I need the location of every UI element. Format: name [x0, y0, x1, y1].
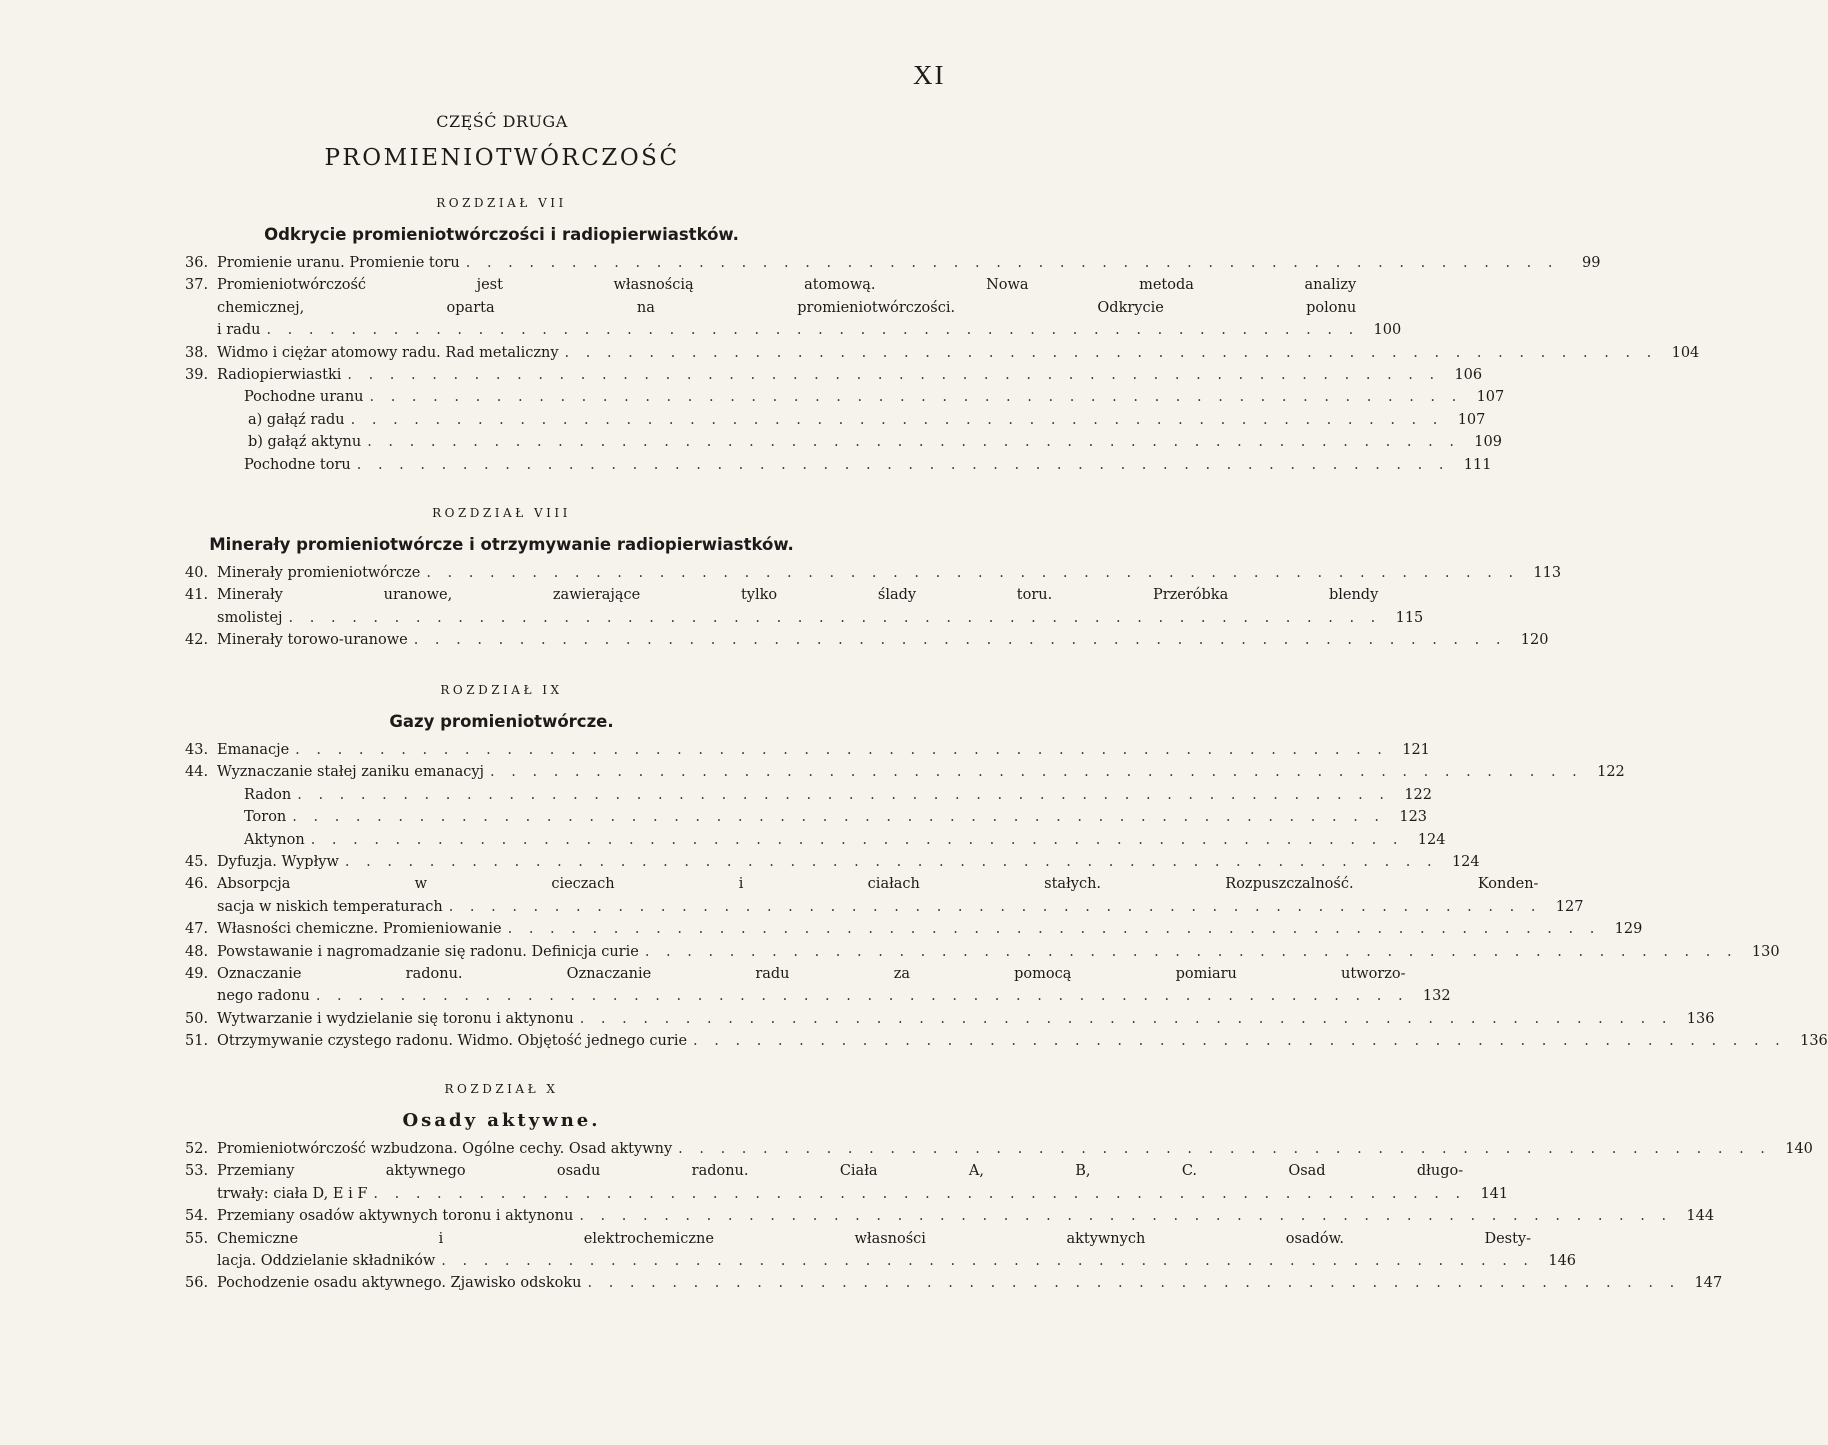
chapter-label: ROZDZIAŁ IX	[440, 683, 563, 697]
entry-page-number: 146	[1548, 1253, 1577, 1270]
toc-entry	[185, 342, 1700, 364]
entry-number: 48.	[185, 943, 209, 960]
leader-dots	[292, 806, 1385, 828]
toc-entry	[185, 386, 1505, 408]
toc-entry	[185, 829, 1446, 851]
chapter-label: ROZDZIAŁ X	[444, 1082, 559, 1096]
toc-entry	[185, 1030, 1828, 1052]
leader-dots	[426, 562, 1519, 584]
entry-title: Radon	[244, 786, 292, 803]
entry-page-number: 130	[1751, 943, 1780, 960]
leader-dots	[693, 1030, 1786, 1052]
entry-title: nego radonu	[217, 988, 310, 1005]
entry-page-number: 111	[1463, 456, 1492, 473]
entry-title: smolistej	[217, 609, 283, 626]
entry-number: 41.	[185, 587, 209, 604]
entry-number: 56.	[185, 1275, 209, 1292]
entry-page-number: 136	[1686, 1010, 1715, 1027]
toc-entry	[185, 963, 1451, 1008]
entry-number	[185, 829, 217, 851]
toc-entry	[185, 1160, 1509, 1205]
entry-page-number: 136	[1800, 1033, 1828, 1050]
entry-title: Aktynon	[244, 831, 305, 848]
leader-dots	[370, 386, 1463, 408]
entry-title: lacja. Oddzielanie składników	[217, 1253, 436, 1270]
entry-title: Pochodne uranu	[244, 389, 364, 406]
leader-dots	[295, 739, 1388, 761]
toc-entry	[185, 918, 1643, 940]
entry-title: b) gałąź aktynu	[248, 434, 362, 451]
entry-number: 49.	[185, 966, 209, 983]
entry-page-number: 144	[1686, 1208, 1715, 1225]
entry-number: 44.	[185, 764, 209, 781]
entry-title: Emanacje	[217, 742, 290, 758]
chapter-title: Osady aktywne.	[402, 1110, 601, 1131]
entry-number: 52.	[185, 1141, 209, 1157]
entry-page-number: 122	[1404, 786, 1432, 803]
entry-number: 36.	[185, 255, 209, 271]
entry-number: 42.	[185, 632, 209, 649]
leader-dots	[466, 252, 1559, 274]
entry-number: 46.	[185, 876, 209, 893]
leader-dots	[678, 1138, 1771, 1160]
entry-number: 37.	[185, 277, 209, 294]
entry-number: 40.	[185, 565, 209, 581]
leader-dots	[565, 342, 1658, 364]
entry-page-number: 123	[1399, 809, 1428, 826]
entry-page-number: 140	[1785, 1141, 1813, 1157]
leader-dots	[297, 784, 1390, 806]
chapter-label: ROZDZIAŁ VII	[436, 196, 567, 210]
entry-page-number: 109	[1474, 434, 1502, 451]
chapter-vii	[185, 193, 1700, 476]
toc-entry	[185, 364, 1483, 386]
entry-text-line: Przemiany aktywnego osadu radonu. Ciała A, B, C. Osad długo-	[217, 1163, 1464, 1180]
leader-dots	[579, 1205, 1672, 1227]
entry-title: Pochodne toru	[244, 456, 351, 473]
leader-dots	[266, 319, 1359, 341]
entry-number: 54.	[185, 1208, 209, 1225]
entry-text-line: Absorpcja w cieczach i ciałach stałych. Rozpuszczalność. Konden-	[217, 876, 1539, 893]
leader-dots	[587, 1272, 1680, 1294]
entry-page-number: 122	[1597, 764, 1625, 781]
leader-dots	[580, 1008, 1673, 1030]
entry-title: Dyfuzja. Wypływ	[217, 854, 339, 871]
entry-title: Widmo i ciężar atomowy radu. Rad metaliczny	[217, 344, 559, 361]
entry-page-number: 120	[1520, 632, 1549, 649]
entry-text-line: chemicznej, oparta na promieniotwórczości. Odkrycie polonu	[217, 299, 1357, 316]
entry-page-number: 129	[1614, 921, 1643, 938]
entry-title: Pochodzenie osadu aktywnego. Zjawisko odskoku	[217, 1275, 582, 1292]
leader-dots	[373, 1183, 1466, 1205]
chapter-ix	[185, 680, 1828, 1053]
entry-title: trwały: ciała D, E i F	[217, 1185, 368, 1202]
toc-entry	[185, 584, 1424, 629]
part-title: PROMIENIOTWÓRCZOŚĆ	[324, 145, 680, 171]
entry-number	[185, 806, 217, 828]
entry-title: Radiopierwiastki	[217, 367, 342, 384]
leader-dots	[490, 761, 1583, 783]
toc-entry	[185, 629, 1549, 651]
entry-title: Wytwarzanie i wydzielanie się toronu i aktynonu	[217, 1010, 574, 1027]
entry-text-line: Oznaczanie radonu. Oznaczanie radu za pomocą pomiaru utworzo-	[217, 966, 1406, 983]
entry-number: 43.	[185, 742, 209, 758]
leader-dots	[508, 918, 1601, 940]
entry-text-line: Chemiczne i elektrochemiczne własności aktywnych osadów. Desty-	[217, 1230, 1532, 1247]
leader-dots	[311, 829, 1404, 851]
entry-page-number: 113	[1533, 565, 1562, 581]
page-number: XI	[913, 60, 946, 90]
leader-dots	[645, 941, 1738, 963]
entry-page-number: 115	[1395, 609, 1424, 626]
entry-page-number: 99	[1582, 255, 1601, 271]
toc-entry	[185, 409, 1486, 431]
entry-text-line: Minerały uranowe, zawierające tylko ślady toru. Przeróbka blendy	[217, 587, 1379, 604]
entry-page-number: 132	[1422, 988, 1451, 1005]
leader-dots	[449, 896, 1542, 918]
chapter-x	[185, 1079, 1813, 1295]
entry-page-number: 104	[1671, 344, 1700, 361]
entry-number: 45.	[185, 854, 209, 871]
entry-title: Własności chemiczne. Promieniowanie	[217, 921, 502, 938]
entry-number: 51.	[185, 1033, 209, 1050]
toc-entry	[185, 1272, 1723, 1294]
toc-entry	[185, 784, 1432, 806]
entry-title: i radu	[217, 322, 261, 339]
entry-title: Toron	[244, 809, 287, 826]
chapter-title: Odkrycie promieniotwórczości i radiopierwiastków.	[264, 225, 739, 244]
toc-entry	[185, 562, 1562, 584]
entry-number	[185, 386, 217, 408]
leader-dots	[367, 431, 1460, 453]
entry-page-number: 107	[1457, 411, 1486, 428]
entry-title: Minerały torowo-uranowe	[217, 632, 408, 649]
chapter-title: Gazy promieniotwórcze.	[389, 712, 614, 731]
leader-dots	[289, 607, 1382, 629]
chapter-viii	[185, 503, 1562, 652]
entry-page-number: 106	[1454, 367, 1483, 384]
leader-dots	[345, 851, 1438, 873]
entry-page-number: 107	[1476, 389, 1505, 406]
entry-title: Minerały promieniotwórcze	[217, 565, 421, 581]
toc-entry	[185, 806, 1428, 828]
toc-entry	[185, 1008, 1715, 1030]
entry-number: 50.	[185, 1010, 209, 1027]
leader-dots	[316, 985, 1409, 1007]
entry-number: 55.	[185, 1230, 209, 1247]
entry-page-number: 124	[1451, 854, 1480, 871]
toc-entry	[185, 1228, 1577, 1273]
toc-entry	[185, 454, 1492, 476]
leader-dots	[414, 629, 1507, 651]
toc-entry	[185, 274, 1402, 341]
toc-entry	[185, 252, 1601, 274]
entry-page-number: 127	[1555, 898, 1584, 915]
entry-number: 47.	[185, 921, 209, 938]
entry-number	[185, 784, 217, 806]
toc-entry	[185, 1138, 1813, 1160]
entry-title: Promienie uranu. Promienie toru	[217, 255, 460, 271]
entry-page-number: 141	[1480, 1185, 1509, 1202]
entry-page-number: 100	[1373, 322, 1402, 339]
entry-number: 53.	[185, 1163, 209, 1180]
chapter-title: Minerały promieniotwórcze i otrzymywanie radiopierwiastków.	[209, 535, 794, 554]
entry-number	[185, 454, 217, 476]
toc-entry	[185, 1205, 1715, 1227]
entry-title: Wyznaczanie stałej zaniku emanacyj	[217, 764, 485, 781]
entry-number	[185, 431, 217, 453]
leader-dots	[347, 364, 1440, 386]
entry-title: Powstawanie i nagromadzanie się radonu. Definicja curie	[217, 943, 639, 960]
toc-entry	[185, 739, 1430, 761]
part-label: CZĘŚĆ DRUGA	[436, 112, 568, 131]
entry-title: sacja w niskich temperaturach	[217, 898, 443, 915]
toc-entry	[185, 761, 1625, 783]
toc-entry	[185, 941, 1780, 963]
entry-title: Promieniotwórczość wzbudzona. Ogólne cechy. Osad aktywny	[217, 1141, 673, 1157]
entry-title: Otrzymywanie czystego radonu. Widmo. Objętość jednego curie	[217, 1033, 688, 1050]
entry-number: 38.	[185, 344, 209, 361]
leader-dots	[357, 454, 1450, 476]
toc-entry	[185, 873, 1584, 918]
entry-page-number: 121	[1402, 742, 1430, 758]
leader-dots	[441, 1250, 1534, 1272]
chapter-label: ROZDZIAŁ VIII	[432, 506, 571, 520]
entry-title: Przemiany osadów aktywnych toronu i aktynonu	[217, 1208, 574, 1225]
toc-entry	[185, 851, 1480, 873]
entry-number	[185, 409, 217, 431]
entry-page-number: 124	[1417, 831, 1446, 848]
entry-number: 39.	[185, 367, 209, 384]
entry-text-line: Promieniotwórczość jest własnością atomową. Nowa metoda analizy	[217, 277, 1357, 294]
entry-title: a) gałąź radu	[248, 411, 345, 428]
leader-dots	[351, 409, 1444, 431]
entry-page-number: 147	[1694, 1275, 1723, 1292]
toc-entry	[185, 431, 1502, 453]
